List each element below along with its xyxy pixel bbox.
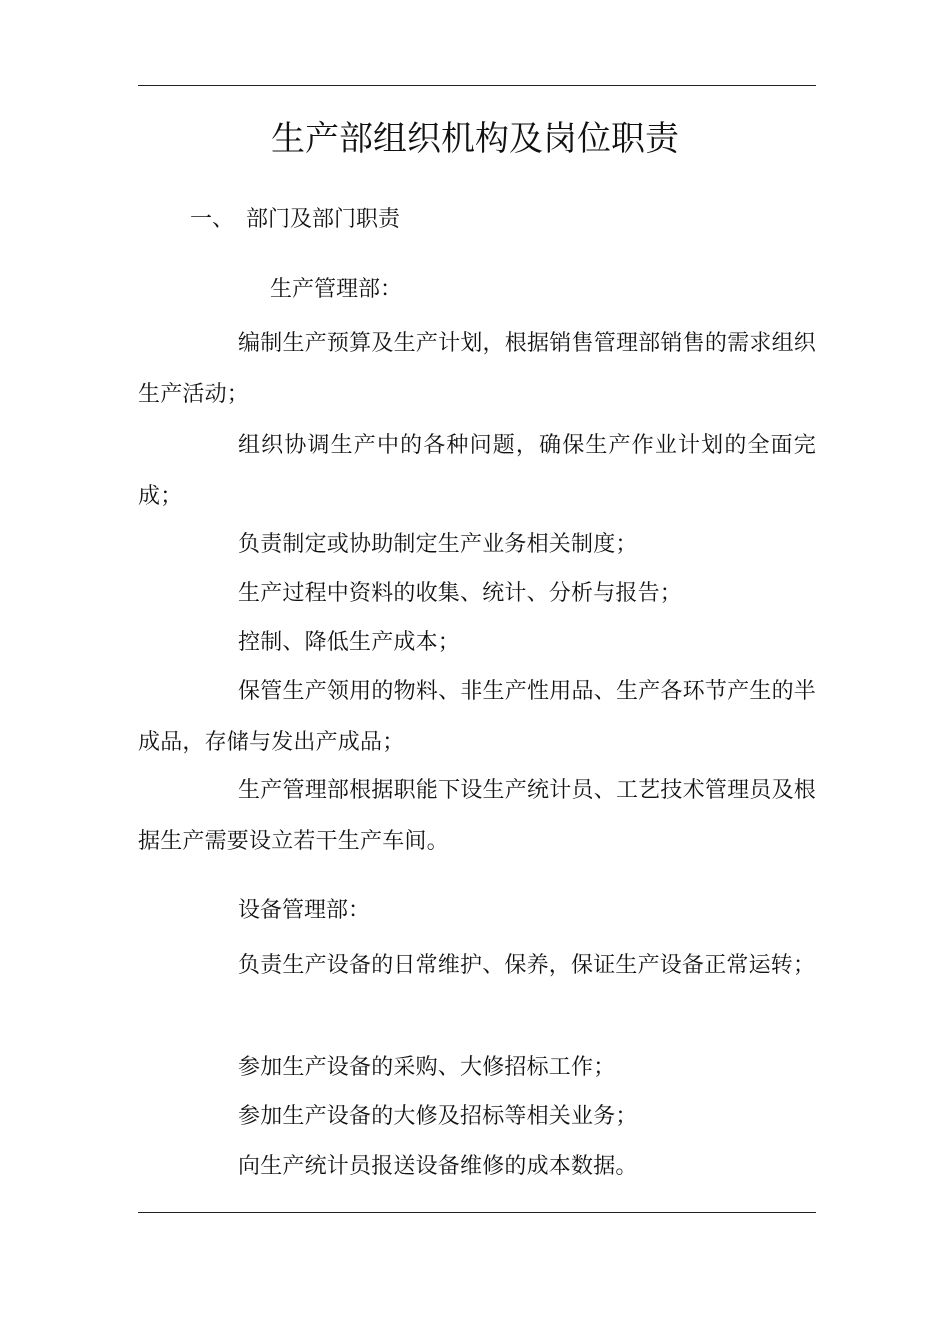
- equipment-item-2: 参加生产设备的采购、大修招标工作；: [238, 1055, 616, 1080]
- production-item-6: 保管生产领用的物料、非生产性用品、生产各环节产生的半成品，存储与发出产成品；: [138, 679, 816, 755]
- header-rule: [138, 85, 816, 86]
- production-item-7: 生产管理部根据职能下设生产统计员、工艺技术管理员及根据生产需要设立若干生产车间。: [138, 778, 816, 854]
- equipment-item-1: 负责生产设备的日常维护、保养，保证生产设备正常运转；: [238, 953, 816, 978]
- equipment-management-heading: 设备管理部：: [238, 898, 371, 923]
- production-management-heading: 生产管理部：: [270, 277, 403, 302]
- equipment-item-4: 向生产统计员报送设备维修的成本数据。: [238, 1154, 638, 1179]
- section-heading: [190, 202, 400, 238]
- document-title: 生产部组织机构及岗位职责: [271, 119, 679, 159]
- equipment-item-3: 参加生产设备的大修及招标等相关业务；: [238, 1104, 638, 1129]
- production-item-4: 生产过程中资料的收集、统计、分析与报告；: [238, 581, 683, 606]
- production-item-3: 负责制定或协助制定生产业务相关制度；: [238, 532, 638, 557]
- section-heading-text: 部门及部门职责: [246, 207, 401, 232]
- production-item-1: 编制生产预算及生产计划，根据销售管理部销售的需求组织生产活动；: [138, 331, 816, 407]
- section-number: 一、: [190, 207, 235, 232]
- footer-rule: [138, 1212, 816, 1213]
- production-item-2: 组织协调生产中的各种问题，确保生产作业计划的全面完成；: [138, 433, 816, 509]
- production-item-5: 控制、降低生产成本；: [238, 630, 461, 655]
